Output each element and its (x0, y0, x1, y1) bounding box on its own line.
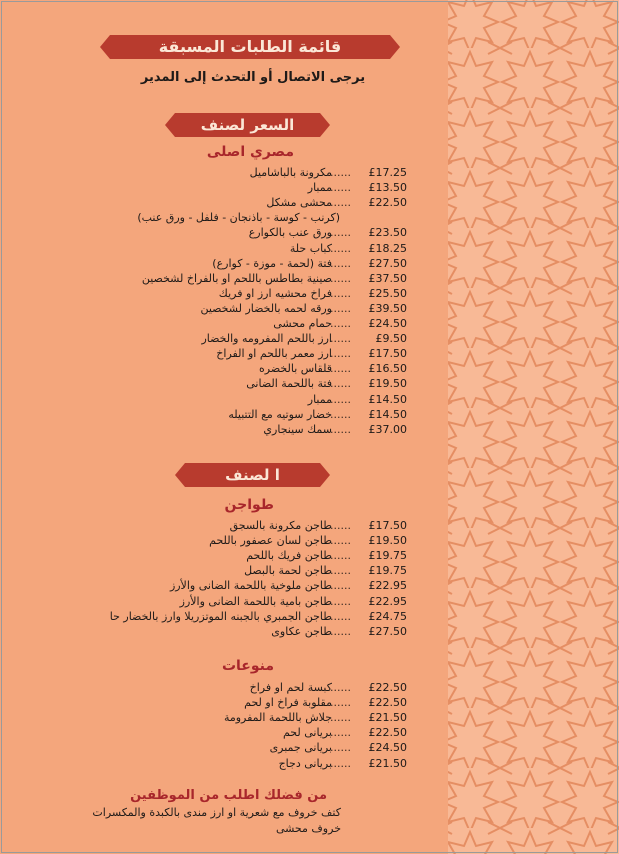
item-dots: ...... (330, 241, 351, 255)
menu-item-row (0, 181, 408, 196)
item-name: جلاش باللحمة المفرومة (223, 711, 332, 725)
item-price: £19.50 (368, 377, 407, 391)
menu-item-row (0, 625, 408, 640)
item-price: £19.50 (368, 534, 407, 548)
staff-line-2: خروف محشى (275, 822, 341, 835)
menu-item-row (0, 549, 408, 564)
item-price: £22.50 (368, 196, 407, 210)
menu-item-row (0, 610, 408, 625)
item-name: ارز معمر باللحم او الفراخ (216, 347, 332, 361)
item-price: £27.50 (368, 624, 407, 638)
item-dots: ...... (330, 549, 351, 563)
item-price: £17.50 (368, 519, 407, 532)
item-price: £24.75 (368, 609, 407, 623)
item-price: £22.50 (368, 726, 407, 740)
item-dots: ...... (330, 579, 351, 593)
menu-item-row (0, 166, 408, 181)
item-dots: ...... (330, 332, 351, 346)
item-price: £17.25 (368, 166, 407, 179)
item-price: £22.50 (368, 681, 407, 694)
menu-item-row (0, 332, 408, 347)
menu-item-row (0, 347, 408, 362)
item-name: طاجن لحمة بالبصل (244, 564, 332, 578)
menu-item-row (0, 408, 408, 423)
item-dots: ...... (330, 347, 351, 361)
item-dots: ...... (330, 711, 351, 725)
item-price: £14.50 (368, 392, 407, 406)
item-price: £27.50 (368, 256, 407, 270)
item-name: بريانى دجاج (278, 756, 332, 770)
item-dots: ...... (330, 681, 351, 694)
item-name: قلقاس بالخضره (259, 362, 332, 376)
item-dots: ...... (330, 286, 351, 300)
item-dots: ...... (330, 534, 351, 548)
menu-item-row (0, 242, 408, 257)
menu-item-row (0, 534, 408, 549)
item-price: £24.50 (368, 741, 407, 755)
item-dots: ...... (330, 624, 351, 638)
item-dots: ...... (330, 362, 351, 376)
menu-item-row (0, 226, 408, 241)
item-dots: ...... (330, 166, 351, 179)
item-dots: ...... (330, 301, 351, 315)
item-dots: ...... (330, 564, 351, 578)
item-dots: ...... (330, 741, 351, 755)
item-dots: ...... (330, 256, 351, 270)
item-name: ممبار (307, 181, 332, 195)
item-name: فراخ محشيه ارز او فريك (218, 286, 332, 300)
item-name: طاجن الجمبري بالجبنه الموتزريلا وارز بالخضار حا (109, 609, 332, 623)
item-price: £9.50 (375, 332, 407, 346)
item-price: £24.50 (368, 317, 407, 330)
item-name: صينية بطاطس باللحم او بالفراخ لشخصين (141, 271, 332, 285)
item-price: £14.50 (368, 407, 407, 421)
geometric-pattern-panel (448, 0, 619, 854)
menu-item-row (0, 741, 408, 756)
item-name: مكرونة بالباشاميل (249, 166, 332, 179)
price-banner (165, 113, 330, 137)
item-price: £37.00 (368, 422, 407, 436)
item-price: £13.50 (368, 181, 407, 195)
staff-line-1: كتف خروف مع شعرية او ارز مندى بالكبدة والمكسرات (92, 806, 341, 819)
menu-item-row (0, 579, 408, 594)
item-name: كبسة لحم او فراخ (249, 681, 332, 694)
item-price: £21.50 (368, 756, 407, 770)
item-dots: ...... (330, 422, 351, 436)
category-assorted: منوعات (221, 658, 274, 674)
item-dots: ...... (330, 519, 351, 532)
item-price: £22.95 (368, 594, 407, 608)
item-name: طاجن مكرونة بالسجق (229, 519, 332, 532)
item-price: £23.50 (368, 226, 407, 240)
item-name: بريانى جمبرى (269, 741, 332, 755)
item-price: £17.50 (368, 347, 407, 361)
item-price: £16.50 (368, 362, 407, 376)
item-name: طاجن عكاوى (271, 624, 332, 638)
item-name: طاجن لسان عصفور باللحم (209, 534, 332, 548)
item-name: خضار سوتيه مع التتبيله (228, 407, 332, 421)
menu-item-row (0, 726, 408, 741)
item-dots: ...... (330, 181, 351, 195)
item-banner (175, 463, 330, 487)
menu-item-row (0, 377, 408, 392)
menu-title: قائمة الطلبات المسبقة (158, 37, 342, 56)
item-dots: ...... (330, 594, 351, 608)
item-name: ورقه لحمه بالخضار لشخصين (200, 301, 332, 315)
item-dots: ...... (330, 407, 351, 421)
item-price: £19.75 (368, 549, 407, 563)
item-name: ورق عنب بالكوارع (248, 226, 332, 240)
item-dots: ...... (330, 726, 351, 740)
item-price: £37.50 (368, 271, 407, 285)
menu-item-row (0, 757, 408, 772)
menu-subtitle: يرجى الاتصال أو التحدث إلى المدير (140, 70, 366, 85)
item-name: سمك سينجاري (263, 422, 332, 436)
menu-item-row (0, 196, 408, 211)
item-dots: ...... (330, 226, 351, 240)
item-banner-label: ا لصنف (225, 466, 280, 484)
menu-item-row (0, 272, 408, 287)
menu-item-row (0, 362, 408, 377)
menu-item-row (0, 302, 408, 317)
category-egyptian: مصري اصلى (206, 144, 294, 160)
item-dots: ...... (330, 271, 351, 285)
item-price: £21.50 (368, 711, 407, 725)
item-dots: ...... (330, 696, 351, 710)
item-name: طاجن بامية باللحمة الضانى والأرز (179, 594, 332, 608)
item-price: £25.50 (368, 286, 407, 300)
menu-item-row (0, 317, 408, 332)
item-name: طاجن ملوخية باللحمة الضانى والأرز (169, 579, 332, 593)
title-banner (100, 35, 400, 59)
item-dots: ...... (330, 196, 351, 210)
item-name: كباب حلة (289, 241, 332, 255)
item-name: مقلوبة فراخ او لحم (244, 696, 332, 710)
staff-heading: من فضلك اطلب من الموظفين (130, 788, 327, 803)
menu-item-row (0, 287, 408, 302)
item-price: £19.75 (368, 564, 407, 578)
menu-item-row (0, 696, 408, 711)
item-name: طاجن فريك باللحم (246, 549, 332, 563)
item-name: بريانى لحم (282, 726, 332, 740)
item-price: £18.25 (368, 241, 407, 255)
category-tagines: طواجن (224, 497, 274, 513)
item-dots: ...... (330, 392, 351, 406)
item-name: محشى مشكل (266, 196, 332, 210)
item-name: حمام محشى (273, 317, 332, 330)
menu-item-row (0, 595, 408, 610)
item-name: ارز باللحم المفرومه والخضار (201, 332, 332, 346)
item-price: £39.50 (368, 301, 407, 315)
item-name: فتة باللحمة الضانى (246, 377, 332, 391)
item-dots: ...... (330, 756, 351, 770)
item-dots: ...... (330, 609, 351, 623)
item-price: £22.50 (368, 696, 407, 710)
menu-item-row (0, 519, 408, 534)
menu-item-row (0, 211, 408, 226)
item-name: ممبار (307, 392, 332, 406)
item-name: (كرنب - كوسة - باذنجان - فلفل - ورق عنب) (137, 211, 340, 225)
menu-item-row (0, 711, 408, 726)
item-dots: ...... (330, 377, 351, 391)
item-dots: ...... (330, 317, 351, 330)
menu-item-row (0, 564, 408, 579)
menu-item-row (0, 681, 408, 696)
item-name: فتة (لحمة - موزة - كوارع) (212, 256, 332, 270)
item-price: £22.95 (368, 579, 407, 593)
menu-item-row (0, 393, 408, 408)
menu-item-row (0, 423, 408, 438)
menu-item-row (0, 257, 408, 272)
price-banner-label: السعر لصنف (200, 116, 295, 134)
